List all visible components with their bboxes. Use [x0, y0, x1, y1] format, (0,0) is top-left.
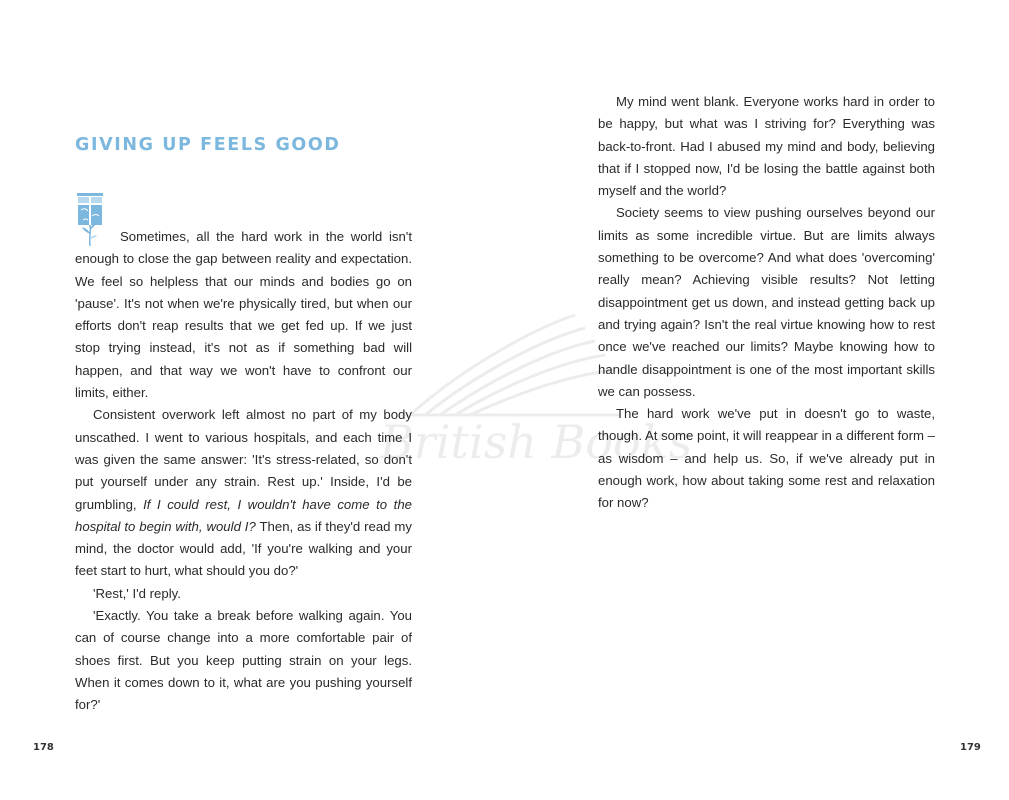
paragraph-6: Society seems to view pushing ourselves beyond our limits as some incredible virtue. But are limits always something to be overcome? And what does 'overcoming' really mean? Achieving visible results? Not letting disappointment get us down, and instead getting back up and trying again? Isn't the real virtue knowing how to rest once we've reached our limits? Maybe knowing how to handle disappointment is one of the most important skills we can possess.	[598, 205, 935, 399]
paragraph-7: The hard work we've put in doesn't go to waste, though. At some point, it will reappear in a different form – as wisdom – and help us. So, if we've already put in enough work, how about taking some rest and relaxation for now?	[598, 406, 935, 511]
paragraph-5: My mind went blank. Everyone works hard in order to be happy, but what was I striving for? Everything was back-to-front. Had I abused my mind and body, believing that if I stopped now, I'd be losing the battle against both myself and the world?	[598, 94, 935, 199]
page-number-left: 178	[33, 742, 54, 753]
paragraph-3: 'Rest,' I'd reply.	[93, 585, 181, 601]
watermark-text: British Books	[380, 415, 693, 469]
page-number-right: 179	[960, 742, 981, 753]
paragraph-2: Consistent overwork left almost no part of my body unscathed. I went to various hospitals, and each time I was given the same answer: 'It's stress-related, so don't put yourself under any strain. Rest up.' Inside, I'd be grumbling, If I could rest, I wouldn't have come to the hospital to begin with, would I? Then, as if they'd read my mind, the doctor would add, 'If you're walking and your feet start to hurt, what should you do?'	[75, 407, 412, 579]
right-page-body	[598, 91, 935, 515]
left-page-body	[75, 226, 412, 717]
window-plant-icon	[75, 192, 105, 248]
paragraph-4: 'Exactly. You take a break before walking again. You can of course change into a more comfortable pair of shoes first. But you keep putting strain on your legs. When it comes down to it, what are you pushing yourself for?'	[75, 608, 412, 713]
paragraph-1: Sometimes, all the hard work in the world isn't enough to close the gap between reality and expectation. We feel so helpless that our minds and bodies go on 'pause'. It's not when we're physically tired, but when our efforts don't reap results that we get fed up. If we just stop trying instead, it's not as if something bad will happen, and that way we won't have to confront our limits, either.	[75, 226, 412, 404]
italic-thought: If I could rest, I wouldn't have come to the hospital to begin with, would I?	[75, 496, 412, 534]
section-heading: GIVING UP FEELS GOOD	[75, 135, 341, 155]
right-page	[505, 0, 1009, 800]
left-page	[0, 0, 504, 800]
